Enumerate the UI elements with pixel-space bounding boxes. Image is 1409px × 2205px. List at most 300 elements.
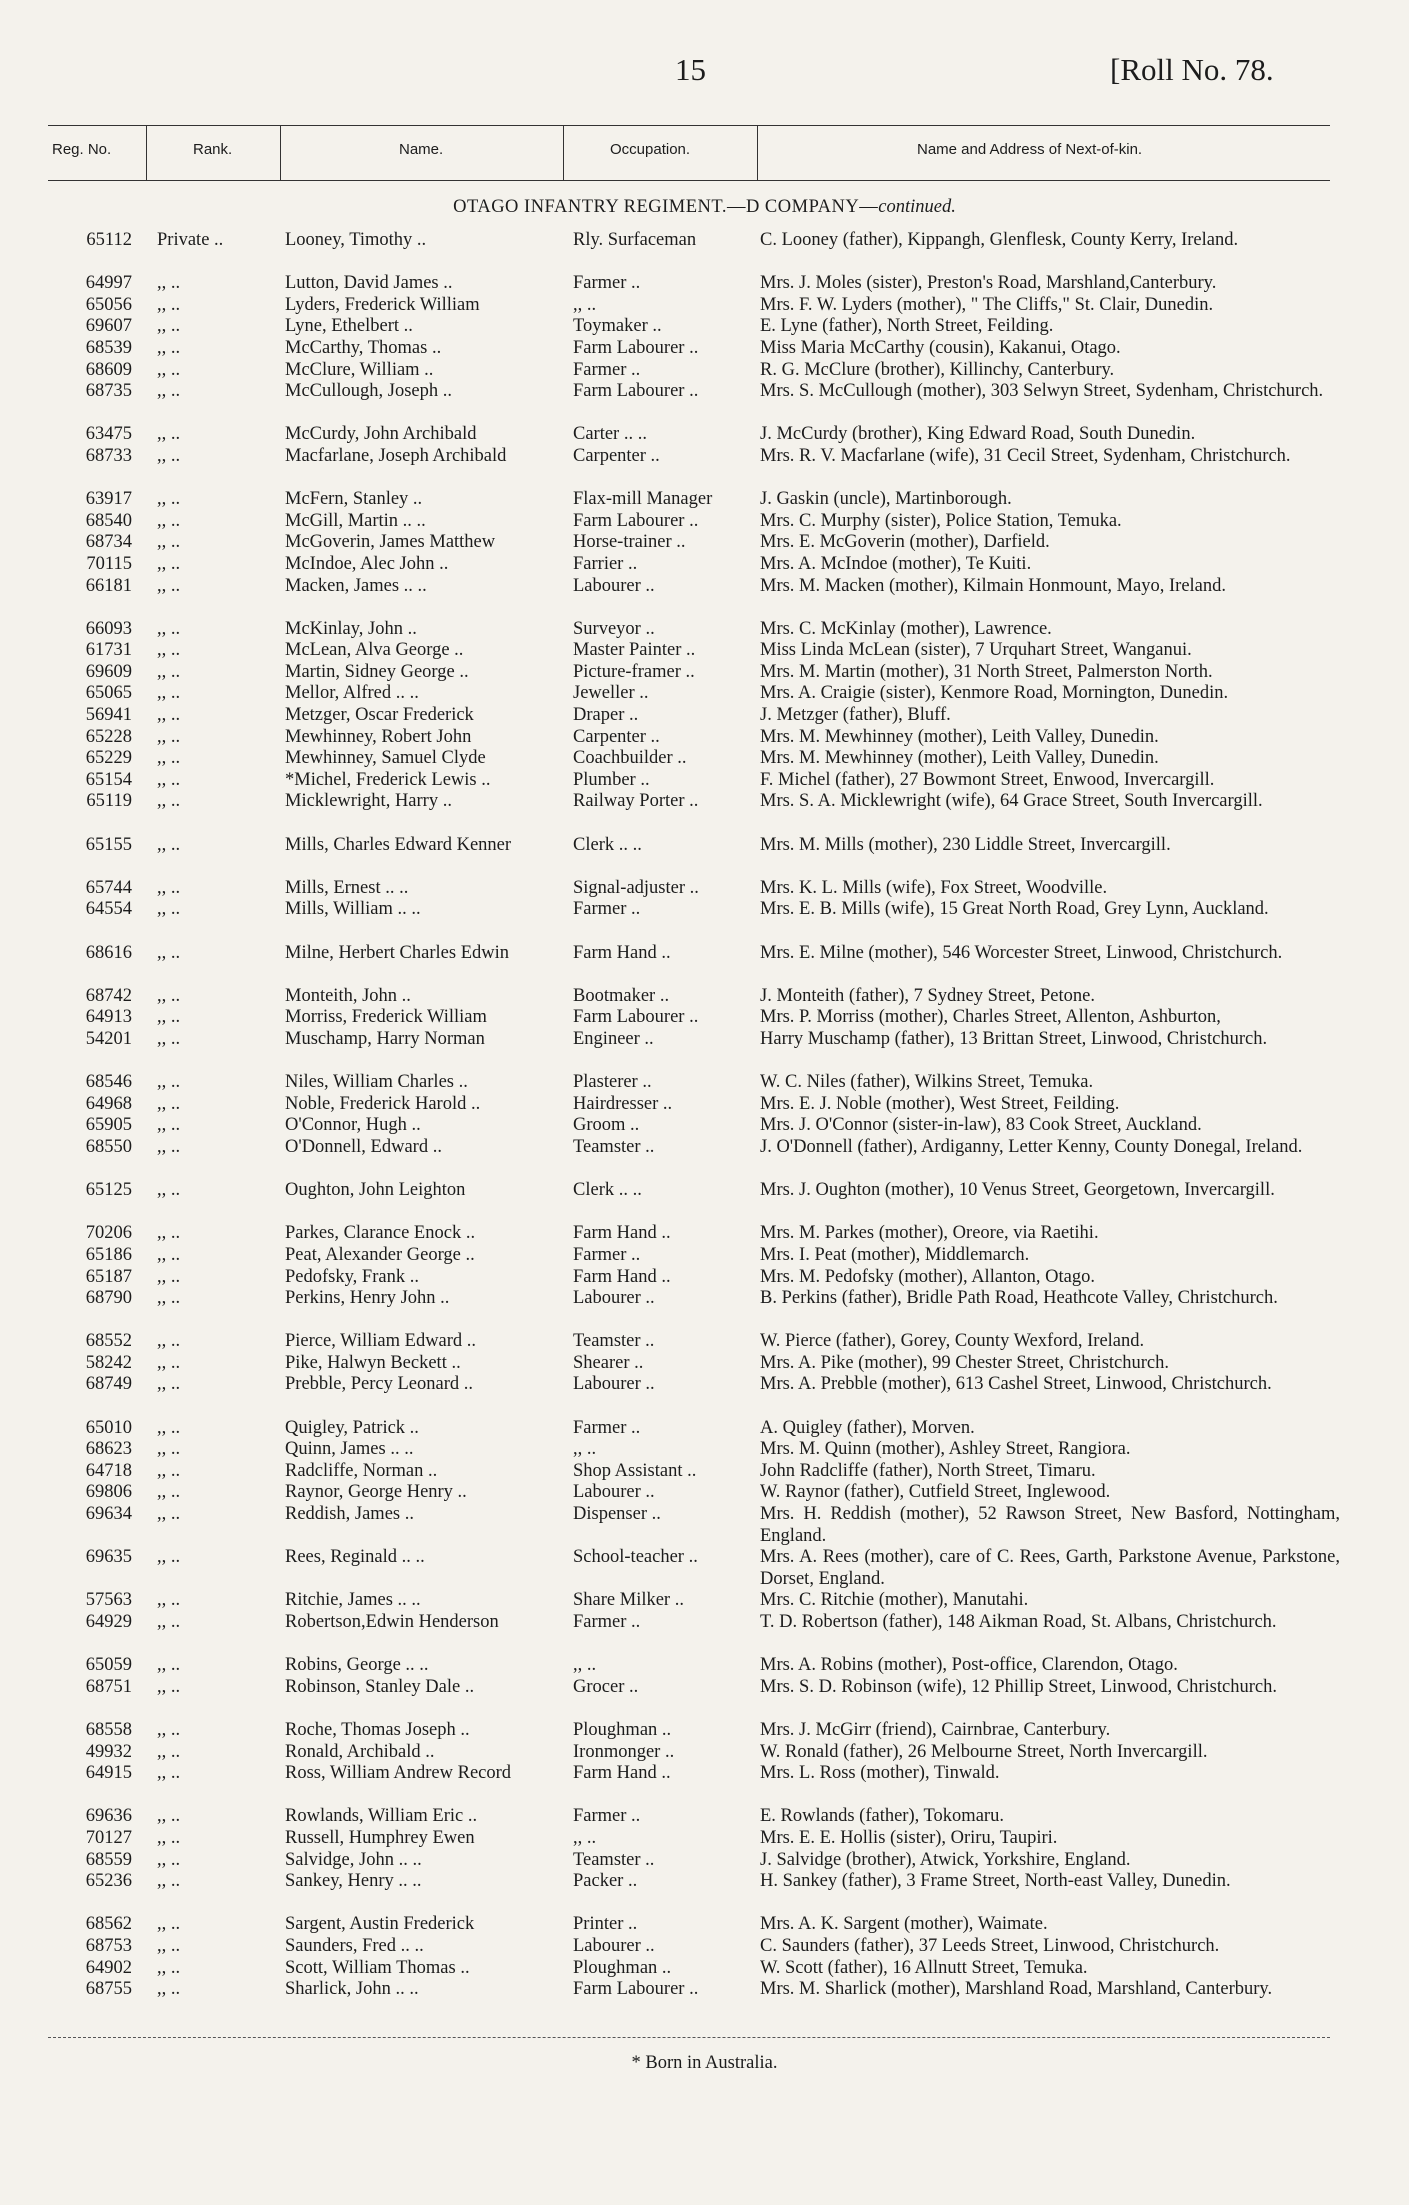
table-row <box>0 899 1409 942</box>
occupation-cell: Farm Labourer .. <box>573 1979 699 2000</box>
table-row <box>0 1482 1409 1504</box>
rank-cell: ,, .. <box>157 1136 181 1157</box>
next-of-kin-cell: B. Perkins (father), Bridle Path Road, Heathcote Valley, Christchurch. <box>760 1288 1278 1309</box>
name-cell: Looney, Timothy .. <box>285 230 427 250</box>
next-of-kin-cell: R. G. McClure (brother), Killinchy, Canterbury. <box>760 359 1115 380</box>
reg-no-cell: 68546 <box>85 1072 132 1093</box>
name-cell: Lutton, David James .. <box>285 273 453 294</box>
name-cell: McCarthy, Thomas .. <box>285 337 442 358</box>
next-of-kin-cell: Mrs. A. McIndoe (mother), Te Kuiti. <box>760 553 1032 574</box>
occupation-cell: Clerk .. .. <box>573 1180 642 1201</box>
table-row <box>0 1029 1409 1072</box>
occupation-cell: Carpenter .. <box>573 726 660 747</box>
rank-cell: ,, .. <box>157 532 181 553</box>
rank-cell: ,, .. <box>157 1612 181 1632</box>
reg-no-cell: 64554 <box>85 899 132 920</box>
occupation-cell: Farmer .. <box>573 273 641 294</box>
occupation-cell: Shop Assistant .. <box>573 1460 697 1481</box>
reg-no-cell: 65010 <box>85 1417 132 1438</box>
table-row <box>0 576 1409 619</box>
occupation-cell: Farm Labourer .. <box>573 510 699 531</box>
occupation-cell: Farm Hand .. <box>573 1763 671 1784</box>
rank-cell: ,, .. <box>157 683 181 704</box>
section-title <box>0 197 1409 218</box>
table-row <box>0 770 1409 792</box>
rank-cell: ,, .. <box>157 273 181 294</box>
next-of-kin-cell: Mrs. M. Pedofsky (mother), Allanton, Otago. <box>760 1266 1096 1287</box>
rank-cell: ,, .. <box>157 1655 181 1676</box>
next-of-kin-cell: W. Scott (father), 16 Allnutt Street, Temuka. <box>760 1957 1088 1978</box>
table-row <box>0 1828 1409 1850</box>
table-row <box>0 381 1409 424</box>
name-cell: Noble, Frederick Harold .. <box>285 1093 481 1114</box>
rank-cell: ,, .. <box>157 1352 181 1373</box>
next-of-kin-cell: Mrs. E. J. Noble (mother), West Street, Feilding. <box>760 1093 1120 1114</box>
name-cell: Mills, William .. .. <box>285 899 421 920</box>
occupation-cell: Master Painter .. <box>573 640 696 661</box>
table-row <box>0 316 1409 338</box>
occupation-cell: Packer .. <box>573 1871 638 1892</box>
header-name: Name. <box>399 141 444 158</box>
rank-cell: ,, .. <box>157 1741 181 1762</box>
next-of-kin-cell: C. Saunders (father), 37 Leeds Street, Linwood, Christchurch. <box>760 1935 1220 1956</box>
table-row <box>0 1677 1409 1720</box>
occupation-cell: Farmer .. <box>573 899 641 920</box>
reg-no-cell: 68735 <box>85 381 132 402</box>
name-cell: McGill, Martin .. .. <box>285 510 426 531</box>
occupation-cell: Labourer .. <box>573 575 655 596</box>
name-cell: Robinson, Stanley Dale .. <box>285 1676 475 1697</box>
rank-cell: ,, .. <box>157 1266 181 1287</box>
name-cell: Rees, Reginald .. .. <box>285 1547 425 1568</box>
next-of-kin-cell: Mrs. A. Craigie (sister), Kenmore Road, Mornington, Dunedin. <box>760 683 1229 704</box>
reg-no-cell: 70127 <box>85 1827 132 1848</box>
rank-cell: ,, .. <box>157 510 181 531</box>
next-of-kin-cell: John Radcliffe (father), North Street, Timaru. <box>760 1460 1096 1481</box>
header-occupation: Occupation. <box>610 141 691 158</box>
next-of-kin-cell: Mrs. C. Ritchie (mother), Manutahi. <box>760 1590 1029 1611</box>
occupation-cell: Ploughman .. <box>573 1719 672 1740</box>
name-cell: Lyne, Ethelbert .. <box>285 316 413 337</box>
name-cell: O'Donnell, Edward .. <box>285 1136 442 1157</box>
rank-cell: ,, .. <box>157 877 181 898</box>
occupation-cell: Farm Labourer .. <box>573 381 699 402</box>
occupation-cell: Plumber .. <box>573 769 650 790</box>
table-row <box>0 986 1409 1008</box>
occupation-cell: Farmer .. <box>573 1417 641 1438</box>
occupation-cell: Carpenter .. <box>573 445 660 466</box>
table-row <box>0 835 1409 878</box>
name-cell: Robins, George .. .. <box>285 1655 429 1676</box>
reg-no-cell: 65112 <box>86 230 132 250</box>
next-of-kin-cell: Mrs. A. K. Sargent (mother), Waimate. <box>760 1914 1048 1935</box>
rank-cell: ,, .. <box>157 1072 181 1093</box>
reg-no-cell: 49932 <box>85 1741 132 1762</box>
reg-no-cell: 66181 <box>85 575 132 596</box>
reg-no-cell: 65744 <box>85 877 132 898</box>
next-of-kin-cell: Mrs. M. Mewhinney (mother), Leith Valley, Dunedin. <box>760 748 1159 769</box>
reg-no-cell: 64913 <box>85 1007 132 1028</box>
next-of-kin-cell: Mrs. E. Milne (mother), 546 Worcester Street, Linwood, Christchurch. <box>760 942 1283 963</box>
reg-no-cell: 63475 <box>85 424 132 445</box>
name-cell: Salvidge, John .. .. <box>285 1849 422 1870</box>
rank-cell: ,, .. <box>157 316 181 337</box>
occupation-cell: ,, .. <box>573 1439 597 1460</box>
table-row <box>0 683 1409 705</box>
next-of-kin-cell: Mrs. J. Oughton (mother), 10 Venus Street, Georgetown, Invercargill. <box>760 1180 1275 1201</box>
rank-cell: ,, .. <box>157 1439 181 1460</box>
reg-no-cell: 68552 <box>85 1331 132 1352</box>
reg-no-cell: 68742 <box>85 985 132 1006</box>
rank-cell: ,, .. <box>157 1935 181 1956</box>
next-of-kin-cell: F. Michel (father), 27 Bowmont Street, Enwood, Invercargill. <box>760 769 1215 790</box>
table-row <box>0 1763 1409 1806</box>
rank-cell: ,, .. <box>157 661 181 682</box>
header-rank: Rank. <box>193 141 233 158</box>
table-row <box>0 424 1409 446</box>
name-cell: Muschamp, Harry Norman <box>285 1028 485 1049</box>
reg-no-cell: 65236 <box>85 1871 132 1892</box>
reg-no-cell: 68623 <box>85 1439 132 1460</box>
section-title-main: OTAGO INFANTRY REGIMENT.—D COMPANY— <box>453 197 879 217</box>
next-of-kin-cell: Mrs. C. Murphy (sister), Police Station, Temuka. <box>760 510 1122 531</box>
occupation-cell: Printer .. <box>573 1914 638 1935</box>
name-cell: McLean, Alva George .. <box>285 640 464 661</box>
rank-cell: ,, .. <box>157 748 181 769</box>
next-of-kin-cell: Mrs. E. McGoverin (mother), Darfield. <box>760 532 1050 553</box>
rank-cell: ,, .. <box>157 942 181 963</box>
next-of-kin-cell: J. McCurdy (brother), King Edward Road, South Dunedin. <box>760 424 1196 445</box>
table-row <box>0 727 1409 749</box>
table-row <box>0 1742 1409 1764</box>
rank-cell: ,, .. <box>157 1871 181 1892</box>
next-of-kin-cell: J. Salvidge (brother), Atwick, Yorkshire, England. <box>760 1849 1131 1870</box>
rank-cell: ,, .. <box>157 1849 181 1870</box>
name-cell: McIndoe, Alec John .. <box>285 553 449 574</box>
name-cell: McClure, William .. <box>285 359 434 380</box>
footnote-rule <box>48 2037 1330 2038</box>
name-cell: Roche, Thomas Joseph .. <box>285 1719 470 1740</box>
rank-cell: ,, .. <box>157 1180 181 1201</box>
reg-no-cell: 65155 <box>85 834 132 855</box>
reg-no-cell: 64929 <box>85 1612 132 1632</box>
rank-cell: ,, .. <box>157 899 181 920</box>
table-row <box>0 640 1409 662</box>
table-row <box>0 1806 1409 1828</box>
table-row <box>0 705 1409 727</box>
next-of-kin-cell: Mrs. S. McCullough (mother), 303 Selwyn Street, Sydenham, Christchurch. <box>760 381 1324 402</box>
reg-no-cell: 70115 <box>86 553 132 574</box>
occupation-cell: Grocer .. <box>573 1676 639 1697</box>
table-row <box>0 748 1409 770</box>
rank-cell: ,, .. <box>157 337 181 358</box>
next-of-kin-cell: Mrs. M. Martin (mother), 31 North Street, Palmerston North. <box>760 661 1213 682</box>
name-cell: Mewhinney, Robert John <box>285 726 472 747</box>
table-row <box>0 338 1409 360</box>
rank-cell: ,, .. <box>157 424 181 445</box>
name-cell: Russell, Humphrey Ewen <box>285 1827 475 1848</box>
next-of-kin-cell: Mrs. M. Mewhinney (mother), Leith Valley, Dunedin. <box>760 726 1159 747</box>
occupation-cell: Farm Labourer .. <box>573 337 699 358</box>
name-cell: Raynor, George Henry .. <box>285 1482 467 1503</box>
next-of-kin-cell: W. Pierce (father), Gorey, County Wexford, Ireland. <box>760 1331 1145 1352</box>
name-cell: McFern, Stanley .. <box>285 489 423 510</box>
next-of-kin-cell: E. Rowlands (father), Tokomaru. <box>760 1806 1004 1827</box>
rank-cell: ,, .. <box>157 726 181 747</box>
reg-no-cell: 68734 <box>85 532 132 553</box>
reg-no-cell: 69806 <box>85 1482 132 1503</box>
rank-cell: ,, .. <box>157 1979 181 2000</box>
occupation-cell: Share Milker .. <box>573 1590 684 1611</box>
reg-no-cell: 68616 <box>85 942 132 963</box>
occupation-cell: Hairdresser .. <box>573 1093 673 1114</box>
name-cell: Monteith, John .. <box>285 985 411 1006</box>
reg-no-cell: 64718 <box>85 1460 132 1481</box>
occupation-cell: Ironmonger .. <box>573 1741 675 1762</box>
reg-no-cell: 68540 <box>85 510 132 531</box>
name-cell: Niles, William Charles .. <box>285 1072 468 1093</box>
occupation-cell: ,, .. <box>573 1827 597 1848</box>
occupation-cell: Labourer .. <box>573 1288 655 1309</box>
name-cell: Lyders, Frederick William <box>285 294 480 315</box>
next-of-kin-cell: J. O'Donnell (father), Ardiganny, Letter Kenny, County Donegal, Ireland. <box>760 1136 1303 1157</box>
occupation-cell: Jeweller .. <box>573 683 649 704</box>
name-cell: McCurdy, John Archibald <box>285 424 477 445</box>
occupation-cell: Horse-trainer .. <box>573 532 686 553</box>
reg-no-cell: 68749 <box>85 1374 132 1395</box>
rank-cell: ,, .. <box>157 1719 181 1740</box>
reg-no-cell: 68755 <box>85 1979 132 2000</box>
table-row <box>0 1720 1409 1742</box>
name-cell: Micklewright, Harry .. <box>285 791 452 812</box>
name-cell: Pierce, William Edward .. <box>285 1331 477 1352</box>
rank-cell: ,, .. <box>157 1288 181 1309</box>
rank-cell: ,, .. <box>157 1115 181 1136</box>
occupation-cell: Teamster .. <box>573 1849 655 1870</box>
occupation-cell: Surveyor .. <box>573 618 655 639</box>
reg-no-cell: 65229 <box>85 748 132 769</box>
table-row <box>0 489 1409 511</box>
rank-cell: ,, .. <box>157 1460 181 1481</box>
table-row <box>0 1223 1409 1245</box>
name-cell: McGoverin, James Matthew <box>285 532 496 553</box>
occupation-cell: Dispenser .. <box>573 1504 661 1525</box>
table-row <box>0 1331 1409 1353</box>
occupation-cell: Picture-framer .. <box>573 661 695 682</box>
reg-no-cell: 68559 <box>85 1849 132 1870</box>
reg-no-cell: 68753 <box>85 1935 132 1956</box>
occupation-cell: Farm Hand .. <box>573 1266 671 1287</box>
reg-no-cell: 69634 <box>85 1504 132 1525</box>
occupation-cell: Carter .. .. <box>573 424 647 445</box>
next-of-kin-cell: Mrs. J. Moles (sister), Preston's Road, Marshland,Canterbury. <box>760 273 1217 294</box>
next-of-kin-cell: Mrs. J. McGirr (friend), Cairnbrae, Canterbury. <box>760 1719 1111 1740</box>
reg-no-cell: 68790 <box>85 1288 132 1309</box>
name-cell: Mellor, Alfred .. .. <box>285 683 419 704</box>
table-row <box>0 1461 1409 1483</box>
name-cell: Ronald, Archibald .. <box>285 1741 435 1762</box>
next-of-kin-cell: W. Ronald (father), 26 Melbourne Street, North Invercargill. <box>760 1741 1208 1762</box>
occupation-cell: Plasterer .. <box>573 1072 652 1093</box>
next-of-kin-cell: Mrs. I. Peat (mother), Middlemarch. <box>760 1244 1030 1265</box>
rank-cell: ,, .. <box>157 1676 181 1697</box>
table-row <box>0 554 1409 576</box>
reg-no-cell: 64968 <box>85 1093 132 1114</box>
name-cell: McCullough, Joseph .. <box>285 381 453 402</box>
rank-cell: ,, .. <box>157 445 181 466</box>
occupation-cell: Farmer .. <box>573 1244 641 1265</box>
reg-no-cell: 65228 <box>85 726 132 747</box>
occupation-cell: Labourer .. <box>573 1482 655 1503</box>
next-of-kin-cell: Mrs. S. A. Micklewright (wife), 64 Grace Street, South Invercargill. <box>760 791 1263 812</box>
name-cell: Ritchie, James .. .. <box>285 1590 421 1611</box>
table-row <box>0 230 1409 273</box>
reg-no-cell: 68562 <box>85 1914 132 1935</box>
name-cell: Morriss, Frederick William <box>285 1007 487 1028</box>
header-reg-no: Reg. No. <box>52 141 112 158</box>
occupation-cell: Farmer .. <box>573 1612 641 1632</box>
rank-cell: ,, .. <box>157 1914 181 1935</box>
name-cell: Quigley, Patrick .. <box>285 1417 419 1438</box>
table-row <box>0 295 1409 317</box>
next-of-kin-cell: W. C. Niles (father), Wilkins Street, Temuka. <box>760 1072 1094 1093</box>
reg-no-cell: 65125 <box>85 1180 132 1201</box>
next-of-kin-cell: Mrs. C. McKinlay (mother), Lawrence. <box>760 618 1052 639</box>
col-divider-4 <box>757 126 758 180</box>
occupation-cell: Farmer .. <box>573 359 641 380</box>
next-of-kin-cell: J. Monteith (father), 7 Sydney Street, Petone. <box>760 985 1095 1006</box>
next-of-kin-cell: Mrs. M. Parkes (mother), Oreore, via Raetihi. <box>760 1223 1099 1244</box>
name-cell: Parkes, Clarance Enock .. <box>285 1223 476 1244</box>
occupation-cell: Railway Porter .. <box>573 791 699 812</box>
table-row <box>0 1374 1409 1417</box>
reg-no-cell: 65154 <box>85 769 132 790</box>
rank-cell: ,, .. <box>157 640 181 661</box>
reg-no-cell: 64902 <box>85 1957 132 1978</box>
name-cell: Sankey, Henry .. .. <box>285 1871 422 1892</box>
rank-cell: ,, .. <box>157 705 181 726</box>
table-row <box>0 1850 1409 1872</box>
reg-no-cell: 69635 <box>85 1547 132 1568</box>
name-cell: O'Connor, Hugh .. <box>285 1115 421 1136</box>
table-row <box>0 1115 1409 1137</box>
reg-no-cell: 70206 <box>85 1223 132 1244</box>
name-cell: Oughton, John Leighton <box>285 1180 466 1201</box>
table-row <box>0 1979 1409 2022</box>
reg-no-cell: 64997 <box>85 273 132 294</box>
next-of-kin-cell: J. Gaskin (uncle), Martinborough. <box>760 489 1012 510</box>
table-row <box>0 1137 1409 1180</box>
roll-table <box>0 230 1409 2022</box>
col-divider-2 <box>280 126 281 180</box>
next-of-kin-cell: Mrs. A. Rees (mother), care of C. Rees, Garth, Parkstone Avenue, Parkstone, Dorset, England. <box>760 1547 1340 1589</box>
next-of-kin-cell: E. Lyne (father), North Street, Feilding. <box>760 316 1054 337</box>
next-of-kin-cell: Mrs. M. Quinn (mother), Ashley Street, Rangiora. <box>760 1439 1131 1460</box>
name-cell: Sharlick, John .. .. <box>285 1979 419 2000</box>
table-row <box>0 1958 1409 1980</box>
table-row <box>0 791 1409 834</box>
next-of-kin-cell: Mrs. E. B. Mills (wife), 15 Great North Road, Grey Lynn, Auckland. <box>760 899 1269 920</box>
name-cell: McKinlay, John .. <box>285 618 417 639</box>
table-row <box>0 878 1409 900</box>
rank-cell: ,, .. <box>157 1806 181 1827</box>
table-row <box>0 1871 1409 1914</box>
name-cell: Robertson,Edwin Henderson <box>285 1612 499 1632</box>
table-row <box>0 1353 1409 1375</box>
rank-cell: ,, .. <box>157 1827 181 1848</box>
reg-no-cell: 65056 <box>85 294 132 315</box>
section-title-suffix: continued. <box>878 197 956 217</box>
rank-cell: ,, .. <box>157 1547 181 1568</box>
name-cell: Macken, James .. .. <box>285 575 427 596</box>
rank-cell: Private .. <box>157 230 224 250</box>
occupation-cell: Labourer .. <box>573 1374 655 1395</box>
rank-cell: ,, .. <box>157 381 181 402</box>
occupation-cell: Signal-adjuster .. <box>573 877 699 898</box>
rank-cell: ,, .. <box>157 769 181 790</box>
next-of-kin-cell: Mrs. A. Pike (mother), 99 Chester Street, Christchurch. <box>760 1352 1169 1373</box>
table-row <box>0 1245 1409 1267</box>
reg-no-cell: 65186 <box>85 1244 132 1265</box>
next-of-kin-cell: T. D. Robertson (father), 148 Aikman Road, St. Albans, Christchurch. <box>760 1612 1277 1632</box>
header-bottom-rule <box>48 180 1330 181</box>
table-row <box>0 943 1409 986</box>
reg-no-cell: 69636 <box>85 1806 132 1827</box>
occupation-cell: Teamster .. <box>573 1331 655 1352</box>
reg-no-cell: 68558 <box>85 1719 132 1740</box>
reg-no-cell: 57563 <box>85 1590 132 1611</box>
header-next-of-kin: Name and Address of Next-of-kin. <box>917 141 1143 158</box>
table-row <box>0 662 1409 684</box>
table-row <box>0 1418 1409 1440</box>
reg-no-cell: 68609 <box>85 359 132 380</box>
next-of-kin-cell: Mrs. S. D. Robinson (wife), 12 Phillip Street, Linwood, Christchurch. <box>760 1676 1277 1697</box>
next-of-kin-cell: Miss Linda McLean (sister), 7 Urquhart Street, Wanganui. <box>760 640 1192 661</box>
occupation-cell: Coachbuilder .. <box>573 748 687 769</box>
occupation-cell: ,, .. <box>573 1655 597 1676</box>
table-row <box>0 619 1409 641</box>
reg-no-cell: 68733 <box>85 445 132 466</box>
rank-cell: ,, .. <box>157 489 181 510</box>
occupation-cell: Groom .. <box>573 1115 640 1136</box>
next-of-kin-cell: H. Sankey (father), 3 Frame Street, North-east Valley, Dunedin. <box>760 1871 1231 1892</box>
occupation-cell: Farmer .. <box>573 1806 641 1827</box>
table-row <box>0 273 1409 295</box>
table-row <box>0 1914 1409 1936</box>
rank-cell: ,, .. <box>157 553 181 574</box>
name-cell: Pedofsky, Frank .. <box>285 1266 419 1287</box>
reg-no-cell: 69607 <box>85 316 132 337</box>
name-cell: Saunders, Fred .. .. <box>285 1935 424 1956</box>
occupation-cell: School-teacher .. <box>573 1547 698 1568</box>
table-row <box>0 532 1409 554</box>
table-row <box>0 1094 1409 1116</box>
rank-cell: ,, .. <box>157 1504 181 1525</box>
name-cell: Quinn, James .. .. <box>285 1439 414 1460</box>
rank-cell: ,, .. <box>157 1244 181 1265</box>
next-of-kin-cell: Mrs. M. Sharlick (mother), Marshland Road, Marshland, Canterbury. <box>760 1979 1273 2000</box>
reg-no-cell: 68539 <box>85 337 132 358</box>
next-of-kin-cell: Harry Muschamp (father), 13 Brittan Street, Linwood, Christchurch. <box>760 1028 1268 1049</box>
table-row <box>0 1612 1409 1655</box>
table-row <box>0 1072 1409 1094</box>
reg-no-cell: 56941 <box>85 705 132 726</box>
next-of-kin-cell: C. Looney (father), Kippangh, Glenflesk, County Kerry, Ireland. <box>760 230 1239 250</box>
reg-no-cell: 68550 <box>85 1136 132 1157</box>
next-of-kin-cell: Mrs. F. W. Lyders (mother), " The Cliffs," St. Clair, Dunedin. <box>760 294 1214 315</box>
occupation-cell: Ploughman .. <box>573 1957 672 1978</box>
reg-no-cell: 66093 <box>85 618 132 639</box>
